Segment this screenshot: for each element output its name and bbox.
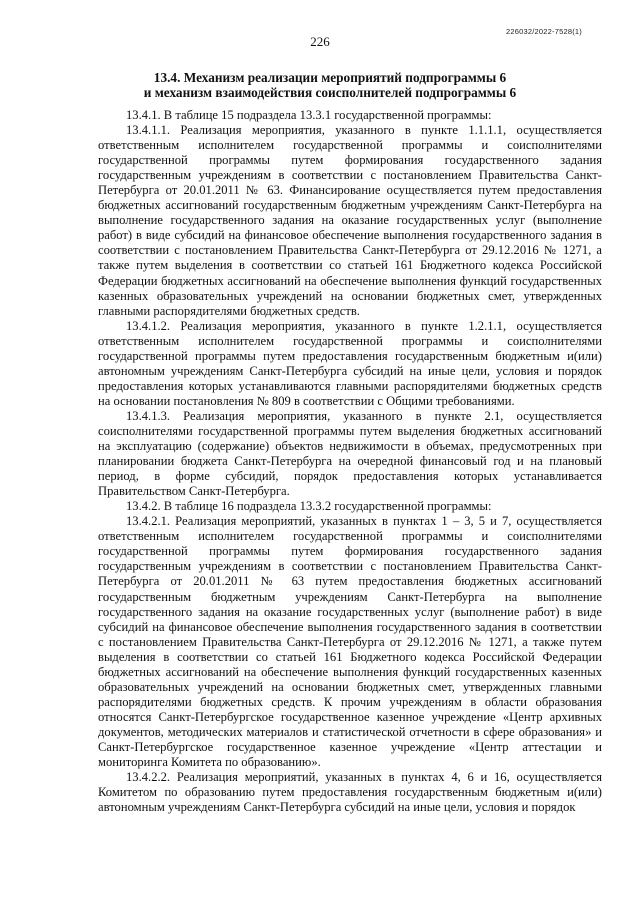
document-body (98, 108, 602, 815)
section-heading-line-1: 13.4. Механизм реализации мероприятий подпрограммы 6 (153, 70, 507, 85)
paragraph-13-4-1-1: 13.4.1.1. Реализация мероприятия, указанного в пункте 1.1.1.1, осуществляется ответственным исполнителем государственной программы и соисполнителями государственной программы путем формирования государственного задания государственным учреждениям в соответствии с постановлением Правительства Санкт-Петербурга от 20.01.2011 № 63. Финансирование осуществляется путем предоставления бюджетных ассигнований государственным бюджетным учреждениям Санкт-Петербурга на выполнение государственного задания на оказание государственных услуг (выполнение работ) в виде субсидий на финансовое обеспечение выполнения государственного задания в соответствии с постановлением Правительства Санкт-Петербурга от 29.12.2016 № 1271, а также путем выделения в соответствии со статьей 161 Бюджетного кодекса Российской Федерации бюджетных ассигнований на обеспечение выполнения функций государственных казенных образовательных учреждений на основании бюджетных смет, утвержденных главными распорядителями бюджетных средств. (98, 123, 602, 318)
paragraph-13-4-2-2: 13.4.2.2. Реализация мероприятий, указанных в пунктах 4, 6 и 16, осуществляется Комитетом по образованию путем предоставления государственным бюджетным и(или) автономным учреждениям Санкт-Петербурга субсидий на иные цели, условия и порядок (98, 770, 602, 815)
paragraph-13-4-2: 13.4.2. В таблице 16 подраздела 13.3.2 государственной программы: (126, 499, 492, 514)
page-number: 226 (310, 34, 330, 49)
document-id: 226032/2022-7528(1) (506, 27, 582, 36)
paragraph-13-4-1: 13.4.1. В таблице 15 подраздела 13.3.1 государственной программы: (126, 108, 492, 122)
section-heading-line-2: и механизм взаимодействия соисполнителей подпрограммы 6 (143, 85, 517, 100)
paragraph-13-4-2-1: 13.4.2.1. Реализация мероприятий, указанных в пунктах 1 – 3, 5 и 7, осуществляется ответственным исполнителем государственной программы и соисполнителями государственной программы путем формирования государственного задания государственным учреждениям в соответствии с постановлением Правительства Санкт-Петербурга от 20.01.2011 № 63 путем предоставления бюджетных ассигнований государственным бюджетным учреждениям Санкт-Петербурга на выполнение государственного задания на оказание государственных услуг (выполнение работ) в виде субсидий на финансовое обеспечение выполнения государственного задания в соответствии с постановлением Правительства Санкт-Петербурга от 29.12.2016 № 1271, а также путем выделения в соответствии со статьей 161 Бюджетного кодекса Российской Федерации бюджетных ассигнований на обеспечение выполнения функций государственных казенных образовательных учреждений на основании бюджетных смет, утвержденных главными распорядителями бюджетных средств. К прочим учреждениям в области образования относятся Санкт-Петербургское государственное казенное учреждение «Центр архивных документов, методических материалов и статистической отчетности в сфере образования» и Санкт-Петербургское государственное казенное учреждение «Центр аттестации и мониторинга Комитета по образованию». (98, 514, 602, 770)
section-heading (60, 70, 600, 100)
paragraph-13-4-1-3: 13.4.1.3. Реализация мероприятия, указанного в пункте 2.1, осуществляется соисполнителями государственной программы путем выделения бюджетных ассигнований на эксплуатацию (содержание) объектов недвижимости в объемах, предусмотренных при планировании бюджета Санкт-Петербурга на очередной финансовый год и на плановый период, в форме субсидий, порядок предоставления которых устанавливается Правительством Санкт-Петербурга. (98, 408, 602, 499)
paragraph-13-4-1-2: 13.4.1.2. Реализация мероприятия, указанного в пункте 1.2.1.1, осуществляется ответственным исполнителем государственной программы и соисполнителями государственной программы путем предоставления государственным бюджетным и(или) автономным учреждениям Санкт-Петербурга субсидий на иные цели, условия и порядок предоставления которых устанавливаются главными распорядителями бюджетных средств на основании постановления № 809 в соответствии с Общими требованиями. (98, 318, 602, 408)
